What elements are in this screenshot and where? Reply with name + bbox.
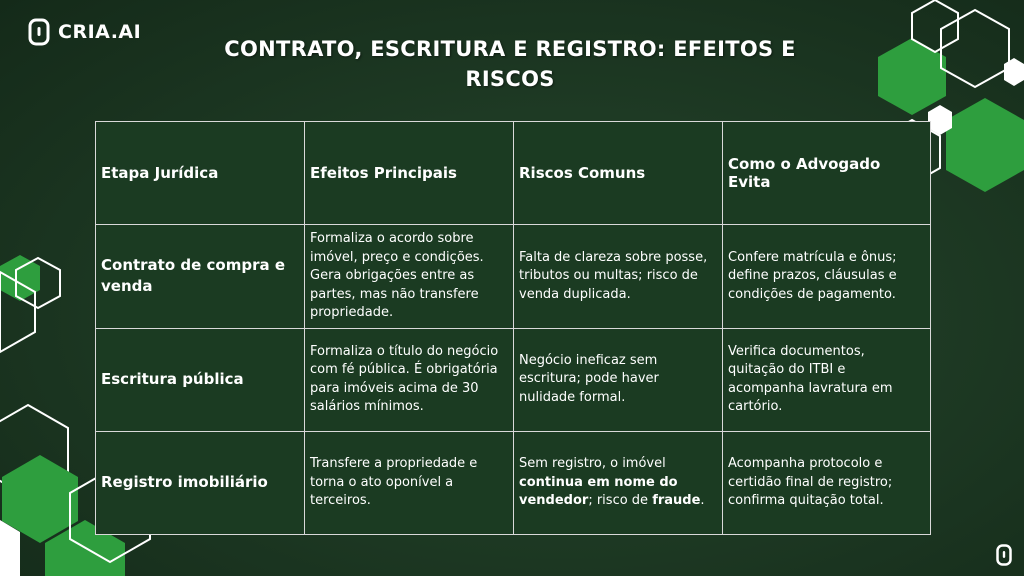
- table-row: [96, 328, 931, 431]
- efeitos-cell: Formaliza o título do negócio com fé pública. É obrigatória para imóveis acima de 30 salários mínimos.: [305, 328, 514, 431]
- table-header-row: [96, 122, 931, 225]
- riscos-cell: [514, 431, 723, 534]
- riscos-text: Sem registro, o imóvel: [519, 456, 666, 472]
- column-header: Efeitos Principais: [305, 122, 514, 225]
- advogado-cell: Verifica documentos, quitação do ITBI e acompanha lavratura em cartório.: [723, 328, 931, 431]
- riscos-text: .: [700, 493, 705, 509]
- page-title: CONTRATO, ESCRITURA E REGISTRO: EFEITOS E RISCOS: [224, 37, 796, 91]
- comparison-table: [95, 121, 931, 535]
- riscos-emphasis: continua em nome do vendedor: [519, 474, 678, 509]
- table-row: [96, 225, 931, 328]
- table-row: [96, 431, 931, 534]
- corner-logo-icon: [996, 544, 1012, 566]
- etapa-cell: Contrato de compra e venda: [96, 225, 305, 328]
- brand-logo[interactable]: [28, 18, 141, 46]
- advogado-cell: Acompanha protocolo e certidão final de registro; confirma quitação total.: [723, 431, 931, 534]
- riscos-text: ; risco de: [588, 493, 653, 509]
- riscos-cell: Negócio ineficaz sem escritura; pode haver nulidade formal.: [514, 328, 723, 431]
- column-header: Riscos Comuns: [514, 122, 723, 225]
- column-header: Como o Advogado Evita: [723, 122, 931, 225]
- logo-mark-icon: [28, 18, 50, 46]
- efeitos-cell: Formaliza o acordo sobre imóvel, preço e condições. Gera obrigações entre as partes, mas não transfere propriedade.: [305, 225, 514, 328]
- riscos-emphasis: fraude: [652, 493, 701, 509]
- column-header: Etapa Jurídica: [96, 122, 305, 225]
- efeitos-cell: Transfere a propriedade e torna o ato oponível a terceiros.: [305, 431, 514, 534]
- riscos-cell: Falta de clareza sobre posse, tributos ou multas; risco de venda duplicada.: [514, 225, 723, 328]
- etapa-cell: Escritura pública: [96, 328, 305, 431]
- advogado-cell: Confere matrícula e ônus; define prazos, cláusulas e condições de pagamento.: [723, 225, 931, 328]
- etapa-cell: Registro imobiliário: [96, 431, 305, 534]
- brand-name: CRIA.AI: [58, 21, 142, 43]
